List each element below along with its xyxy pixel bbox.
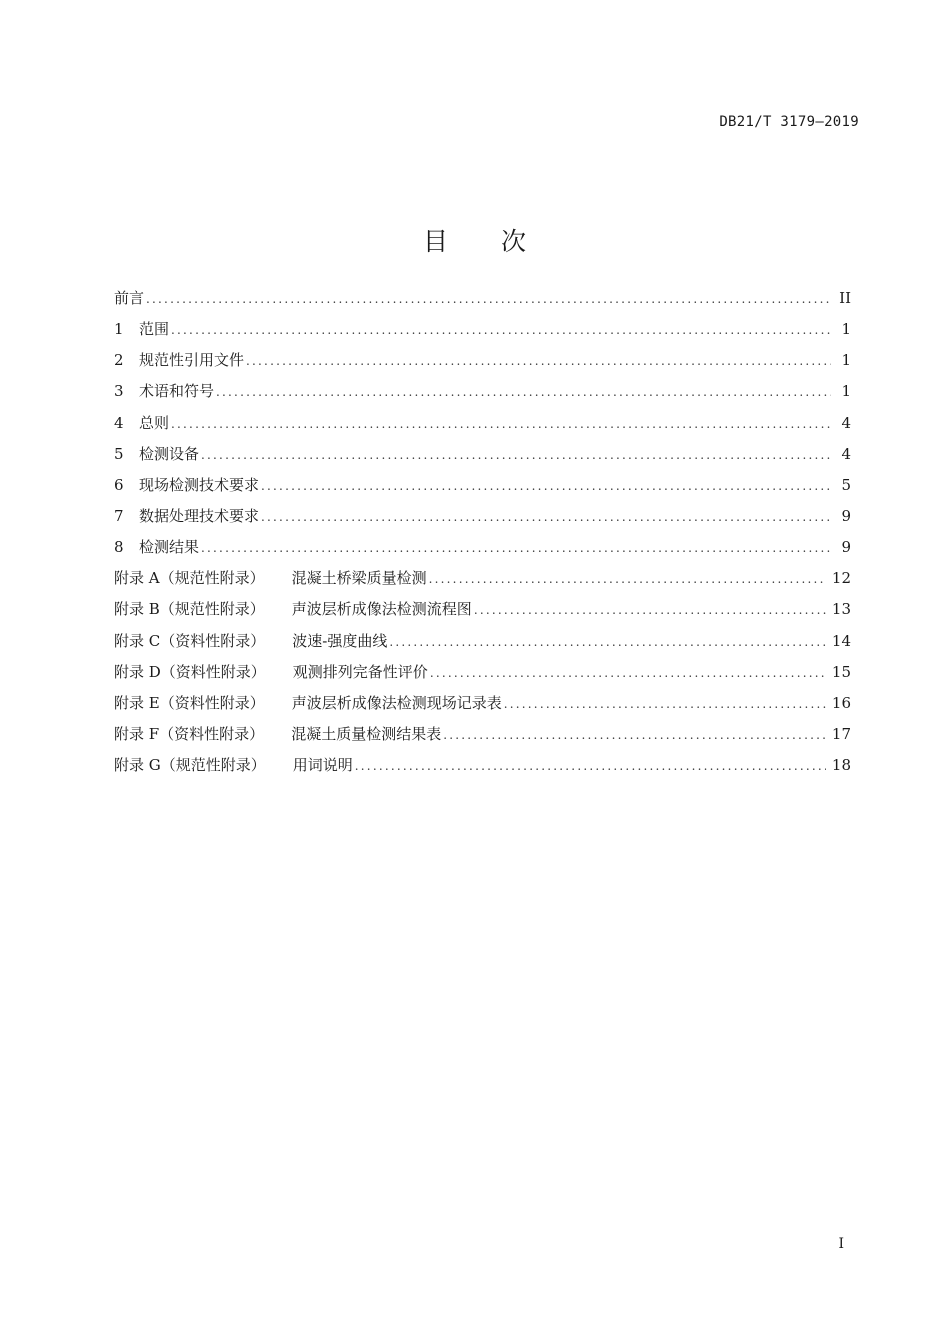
appendix-label: 附录 E（资料性附录）: [114, 693, 265, 712]
toc-entry-page: II: [839, 289, 851, 307]
dot-leader: [429, 567, 826, 591]
toc-entry-appendix-f[interactable]: [114, 722, 851, 753]
toc-entry-scope[interactable]: [114, 317, 851, 348]
dot-leader: [216, 380, 831, 404]
toc-entry-text: 总则: [139, 413, 170, 432]
toc-entry-equipment[interactable]: [114, 442, 851, 473]
toc-entry-page: 1: [841, 382, 851, 401]
toc-entry-text: 声波层析成像法检测流程图: [291, 600, 472, 619]
toc-entry-text: 混凝土桥梁质量检测: [291, 569, 427, 588]
dot-leader: [443, 723, 826, 747]
appendix-label: 附录 D（资料性附录）: [114, 662, 266, 681]
toc-title-char-2: 次: [501, 226, 528, 256]
toc-entry-terms-symbols[interactable]: [114, 379, 851, 410]
toc-entry-page: 4: [841, 444, 851, 463]
toc-entry-text: 检测结果: [139, 538, 200, 557]
dot-leader: [261, 505, 831, 529]
toc-entry-text: 混凝土质量检测结果表: [291, 724, 442, 743]
toc-entry-results[interactable]: [114, 535, 851, 566]
toc-entry-text: 现场检测技术要求: [139, 475, 260, 494]
toc-entry-page: 9: [841, 538, 851, 557]
toc-entry-page: 1: [841, 351, 851, 370]
toc-entry-page: 12: [831, 569, 851, 588]
toc-entry-appendix-e[interactable]: [114, 691, 851, 722]
toc-entry-text: 检测设备: [139, 444, 200, 463]
toc-entry-appendix-g[interactable]: [114, 753, 851, 784]
document-code: DB21/T 3179—2019: [719, 114, 859, 130]
dot-leader: [389, 630, 826, 654]
toc-entry-normative-references[interactable]: [114, 348, 851, 379]
dot-leader: [430, 661, 826, 685]
page-number: I: [838, 1236, 844, 1252]
appendix-label: 附录 F（资料性附录）: [114, 724, 265, 743]
dot-leader: [201, 536, 831, 560]
toc-entry-page: 5: [841, 475, 851, 494]
appendix-label: 附录 B（规范性附录）: [114, 600, 265, 619]
toc-entry-text: 声波层析成像法检测现场记录表: [291, 693, 502, 712]
toc-entry-number: 3: [114, 382, 124, 401]
toc-entry-page: 16: [831, 693, 851, 712]
dot-leader: [146, 287, 831, 311]
toc-entry-page: 18: [831, 756, 851, 775]
toc-entry-text: 观测排列完备性评价: [292, 662, 428, 681]
toc-entry-appendix-b[interactable]: [114, 597, 851, 628]
toc-title-char-1: 目: [422, 226, 449, 256]
toc-entry-appendix-c[interactable]: [114, 629, 851, 660]
toc-entry-page: 13: [831, 600, 851, 619]
toc-entry-page: 1: [841, 320, 851, 339]
toc-entry-number: 2: [114, 351, 124, 370]
toc-entry-page: 15: [831, 662, 851, 681]
toc-title: [0, 222, 950, 258]
toc-entry-number: 8: [114, 538, 124, 557]
toc-entry-number: 4: [114, 413, 124, 432]
toc-entry-page: 17: [831, 724, 851, 743]
toc-entry-text: 前言: [114, 289, 145, 307]
toc-entry-text: 用词说明: [292, 756, 353, 775]
dot-leader: [504, 692, 826, 716]
toc-entry-text: 规范性引用文件: [139, 351, 245, 370]
toc-entry-text: 波速-强度曲线: [292, 631, 388, 650]
appendix-label: 附录 G（规范性附录）: [114, 756, 266, 775]
toc-entry-number: 6: [114, 475, 124, 494]
toc-entry-number: 1: [114, 320, 124, 339]
toc-list: [114, 286, 851, 784]
toc-entry-page: 9: [841, 506, 851, 525]
toc-entry-text: 数据处理技术要求: [139, 506, 260, 525]
toc-entry-foreword[interactable]: [114, 286, 851, 317]
toc-entry-data-processing[interactable]: [114, 504, 851, 535]
dot-leader: [355, 754, 826, 778]
toc-entry-number: 5: [114, 444, 124, 463]
dot-leader: [201, 443, 831, 467]
toc-entry-field-requirements[interactable]: [114, 473, 851, 504]
toc-entry-text: 术语和符号: [139, 382, 215, 401]
dot-leader: [246, 349, 831, 373]
toc-entry-number: 7: [114, 506, 124, 525]
toc-entry-appendix-d[interactable]: [114, 660, 851, 691]
dot-leader: [261, 474, 831, 498]
dot-leader: [171, 412, 831, 436]
dot-leader: [171, 318, 831, 342]
toc-entry-appendix-a[interactable]: [114, 566, 851, 597]
toc-entry-general[interactable]: [114, 411, 851, 442]
appendix-label: 附录 C（资料性附录）: [114, 631, 266, 650]
toc-entry-page: 14: [831, 631, 851, 650]
toc-entry-text: 范围: [139, 320, 170, 339]
appendix-label: 附录 A（规范性附录）: [114, 569, 265, 588]
dot-leader: [474, 598, 826, 622]
toc-entry-page: 4: [841, 413, 851, 432]
